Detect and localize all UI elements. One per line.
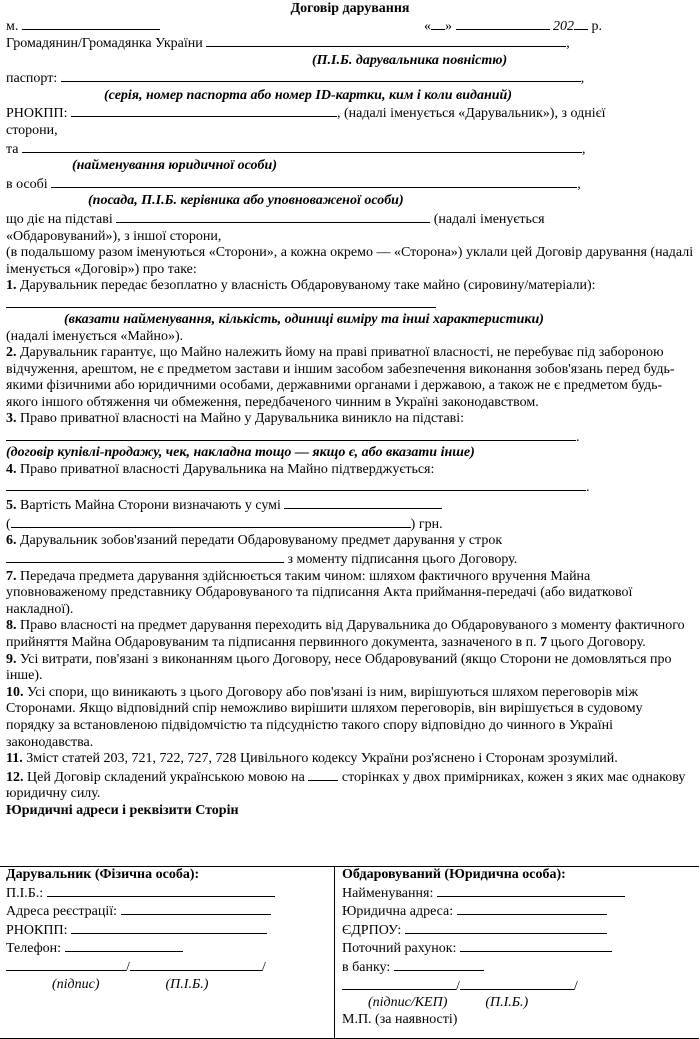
property-blank[interactable] xyxy=(6,295,436,308)
passport-label: паспорт: xyxy=(6,71,58,87)
donor-signature-slash: / xyxy=(126,959,130,975)
donor-rnokpp-field[interactable] xyxy=(71,921,267,934)
clause-6-after: з моменту підписання цього Договору. xyxy=(287,552,518,568)
donee-address-row xyxy=(342,902,699,921)
amount-words-line: ( ) грн. xyxy=(6,516,443,532)
ownership-proof-blank[interactable] xyxy=(6,478,586,491)
representative-line: в особі , xyxy=(6,176,581,192)
donee-title-field[interactable] xyxy=(437,884,625,897)
rnokpp-line xyxy=(0,104,700,123)
year-blank[interactable] xyxy=(574,17,588,30)
clause-1-text: Дарувальник передає безоплатно у власність Обдаровуваному таке майно (сировину/матеріали): xyxy=(20,278,596,294)
ta-label: та xyxy=(6,141,19,157)
donee-address-label: Юридична адреса: xyxy=(342,904,454,920)
donor-rnokpp-label: РНОКПП: xyxy=(6,922,68,938)
month-blank[interactable] xyxy=(456,17,550,30)
donor-name-row xyxy=(6,884,334,903)
amount-blank[interactable] xyxy=(284,496,442,509)
clause-6-number: 6. xyxy=(6,533,17,549)
clause-3-text: Право приватної власності на Майно у Дарувальника виникло на підставі: xyxy=(20,411,465,427)
donee-bank-field[interactable] xyxy=(394,958,484,971)
date-block xyxy=(424,17,602,36)
clause-2-text: Дарувальник гарантує, що Майно належить йому на праві приватної власності, не перебуває під забороною відчуження, арештом, не є предметом застави и іншим засобом забезпечення виконання зобов'язань перед будь-якими фізичними або юридичними особами, державними органами і державою, а також не є предметом будь-якого іншого обтяження чи обмеження, передбаченого чинним в Україні законодавством. xyxy=(6,345,675,410)
parties-clause: (в подальшому разом іменуються «Сторони», а кожна окремо — «Сторона») уклали цей Договір дарування (надалі іменується «Договір») про таке: xyxy=(6,245,694,277)
passport-blank[interactable] xyxy=(61,69,581,82)
date-close-quote: » xyxy=(445,19,452,34)
clause-2-number: 2. xyxy=(6,345,17,361)
donee-address-field[interactable] xyxy=(457,902,607,915)
person-label: в особі xyxy=(6,176,48,192)
clause-12-text: Цей Договір складений українською мовою на xyxy=(27,769,305,785)
clause-3-number: 3. xyxy=(6,411,17,427)
requisites-heading: Юридичні адреси і реквізити Сторін xyxy=(6,802,239,818)
clause-8-number: 8. xyxy=(6,618,17,634)
clause-7-text: Передача предмета дарування здійснюється таким чином: шляхом фактичного вручення Майна уповноваженому представнику Обдаровуваного та підписання Акта приймання-передачі (або видаткової накладної). xyxy=(6,568,633,617)
clause-3-blank-line: . xyxy=(0,428,700,445)
donor-address-field[interactable] xyxy=(121,902,271,915)
clause-12-text-end: сторінках у двох примірниках, кожен з яких має однакову юридичну силу. xyxy=(6,769,686,802)
entity-note: (найменування юридичної особи) xyxy=(72,158,277,174)
acting-after: (надалі іменується xyxy=(433,211,545,227)
donee-title-label: Найменування: xyxy=(342,885,434,901)
rnokpp-blank[interactable] xyxy=(71,104,337,117)
clause-4-text: Право приватної власності Дарувальника на Майно підтверджується: xyxy=(20,461,435,477)
clause-1-note: (вказати найменування, кількість, одиниці виміру та інші характеристики) xyxy=(64,311,544,327)
clause-11 xyxy=(0,751,700,768)
acting-line xyxy=(0,210,700,229)
document-title: Договір дарування xyxy=(290,1,410,16)
donee-signature-row xyxy=(342,977,699,996)
clause-7 xyxy=(0,569,700,619)
donee-signature-slash-end: / xyxy=(573,978,578,994)
donee-signature-notes xyxy=(342,995,699,1012)
clause-1-number: 1. xyxy=(6,278,17,294)
day-blank[interactable] xyxy=(431,17,445,30)
clause-5-text: Вартість Майна Сторони визначають у сумі xyxy=(20,498,281,514)
donor-signature-name-field[interactable] xyxy=(130,958,262,971)
citizen-line: Громадянин/Громадянка України , xyxy=(6,36,570,51)
donee-edrpou-row xyxy=(342,921,699,940)
citizen-name-blank[interactable] xyxy=(206,34,566,47)
clause-8-text: Право власності на предмет дарування переходить від Дарувальника до Обдаровуваного з моменту фактичного прийняття Майна Обдаровуваним та підписання первинного документа, зазначеного в п. xyxy=(6,618,685,650)
donor-rnokpp-row xyxy=(6,921,334,940)
clause-8-text-end: цього Договору. xyxy=(550,635,646,650)
city-blank[interactable] xyxy=(22,17,160,30)
clause-12-number: 12. xyxy=(6,769,24,785)
donee-name-note: (П.І.Б.) xyxy=(485,995,529,1011)
clause-9-text: Усі витрати, пов'язані з виконанням цього Договору, несе Обдаровуваний (якщо Сторони не домовляться про інше). xyxy=(6,651,672,684)
donor-heading: Дарувальник (Фізична особа): xyxy=(6,867,200,882)
clause-4 xyxy=(0,462,700,479)
clause-10-text: Усі спори, що виникають з цього Договору або пов'язані із ним, вирішуються шляхом переговорів між Сторонами. Якщо відповідний спір неможливо вирішити шляхом переговорів, він вирішується в судовому порядку за встановленою підвідомчістю та підсудністю такого спору відповідно до чинного в Україні законодавства. xyxy=(6,684,643,750)
clause-9 xyxy=(0,652,700,685)
ownership-basis-blank[interactable] xyxy=(6,428,576,441)
donor-signature-notes xyxy=(6,977,334,994)
donee-account-row xyxy=(342,939,699,958)
donee-account-field[interactable] xyxy=(460,939,612,952)
year-suffix: р. xyxy=(591,19,602,34)
passport-note: (серія, номер паспорта або номер ID-картки, ким і коли виданий) xyxy=(104,87,512,103)
donor-phone-field[interactable] xyxy=(65,939,183,952)
clause-10 xyxy=(0,685,700,751)
citizen-label: Громадянин/Громадянка України xyxy=(6,36,203,51)
clause-4-blank-line: . xyxy=(0,478,700,496)
donee-signature-name-field[interactable] xyxy=(460,977,574,990)
donee-bank-label: в банку: xyxy=(342,959,391,975)
acting-line-2: «Обдаровуваний»), з іншої сторони, xyxy=(6,228,222,244)
representative-note: (посада, П.І.Б. керівника або уповноваженої особи) xyxy=(88,193,404,209)
clause-4-number: 4. xyxy=(6,461,17,477)
clause-8 xyxy=(0,618,700,651)
clause-11-text: Зміст статей 203, 721, 722, 727, 728 Цивільного кодексу України роз'яснено і Сторонам зрозумілий. xyxy=(26,751,618,767)
amount-words-blank[interactable] xyxy=(11,515,411,528)
entity-line: та , xyxy=(6,141,586,157)
rnokpp-label: РНОКПП: xyxy=(6,106,68,122)
clause-1 xyxy=(0,278,700,295)
donee-edrpou-label: ЄДРПОУ: xyxy=(342,922,402,938)
passport-line: паспорт: , xyxy=(6,71,585,87)
acting-label: що діє на підставі xyxy=(6,211,113,227)
citizen-note: (П.І.Б. дарувальника повністю) xyxy=(312,52,508,68)
clause-1-blank-line xyxy=(0,295,700,312)
currency-label: грн. xyxy=(418,516,443,532)
representative-blank[interactable] xyxy=(51,175,577,188)
pages-count-blank[interactable] xyxy=(308,768,338,781)
donor-signature-field[interactable] xyxy=(6,958,126,971)
donor-requisites xyxy=(0,867,335,1038)
term-blank[interactable] xyxy=(6,550,284,563)
donee-title-row xyxy=(342,884,699,903)
donor-definition: , (надалі іменується «Дарувальник»), з однієї xyxy=(336,106,606,122)
clause-5 xyxy=(0,496,700,515)
donor-phone-row xyxy=(6,939,334,958)
donee-signature-field[interactable] xyxy=(342,977,456,990)
donor-phone-label: Телефон: xyxy=(6,941,62,957)
donor-address-row xyxy=(6,902,334,921)
clause-9-number: 9. xyxy=(6,651,17,667)
donor-name-label: П.І.Б.: xyxy=(6,885,44,901)
clause-1-after: (надалі іменується «Майно»). xyxy=(6,328,184,344)
clause-11-number: 11. xyxy=(6,751,23,767)
clause-7-number: 7. xyxy=(6,568,17,584)
requisites-table xyxy=(0,866,699,1039)
donor-name-field[interactable] xyxy=(47,884,275,897)
clause-8-reference: 7 xyxy=(540,635,548,650)
donee-stamp-note: М.П. (за наявності) xyxy=(342,1011,458,1027)
donee-signature-slash: / xyxy=(456,978,460,994)
donee-bank-row xyxy=(342,958,699,977)
clause-3-note: (договір купівлі-продажу, чек, накладна тощо — якщо є, або вказати інше) xyxy=(6,445,475,461)
clause-3 xyxy=(0,411,700,428)
clause-2 xyxy=(0,345,700,411)
donee-requisites xyxy=(336,867,699,1038)
clause-12 xyxy=(0,768,700,803)
donor-signature-note: (підпис) xyxy=(52,976,100,992)
clause-6-text: Дарувальник зобов'язаний передати Обдаровуваному предмет дарування у строк xyxy=(20,533,503,549)
city-date-line xyxy=(0,17,700,34)
donor-name-note: (П.І.Б.) xyxy=(165,976,209,992)
clause-6-term-line xyxy=(0,550,700,569)
clause-10-number: 10. xyxy=(6,684,24,700)
donor-signature-row xyxy=(6,958,334,977)
acting-basis-blank[interactable] xyxy=(116,210,430,223)
entity-blank[interactable] xyxy=(22,140,582,153)
clause-6 xyxy=(0,533,700,550)
donee-signature-note: (підпис/КЕП) xyxy=(368,995,448,1011)
year-prefix: 202 xyxy=(553,19,574,34)
date-open-quote: « xyxy=(424,19,431,34)
donee-account-label: Поточний рахунок: xyxy=(342,941,457,957)
donor-address-label: Адреса реєстрації: xyxy=(6,904,117,920)
donee-edrpou-field[interactable] xyxy=(405,921,607,934)
clause-5-number: 5. xyxy=(6,498,17,514)
city-prefix: м. xyxy=(6,19,19,34)
donee-stamp-row xyxy=(342,1012,699,1029)
side-word: сторони, xyxy=(6,122,58,138)
donee-heading: Обдаровуваний (Юридична особа): xyxy=(342,867,566,882)
donor-signature-slash-end: / xyxy=(261,959,266,975)
